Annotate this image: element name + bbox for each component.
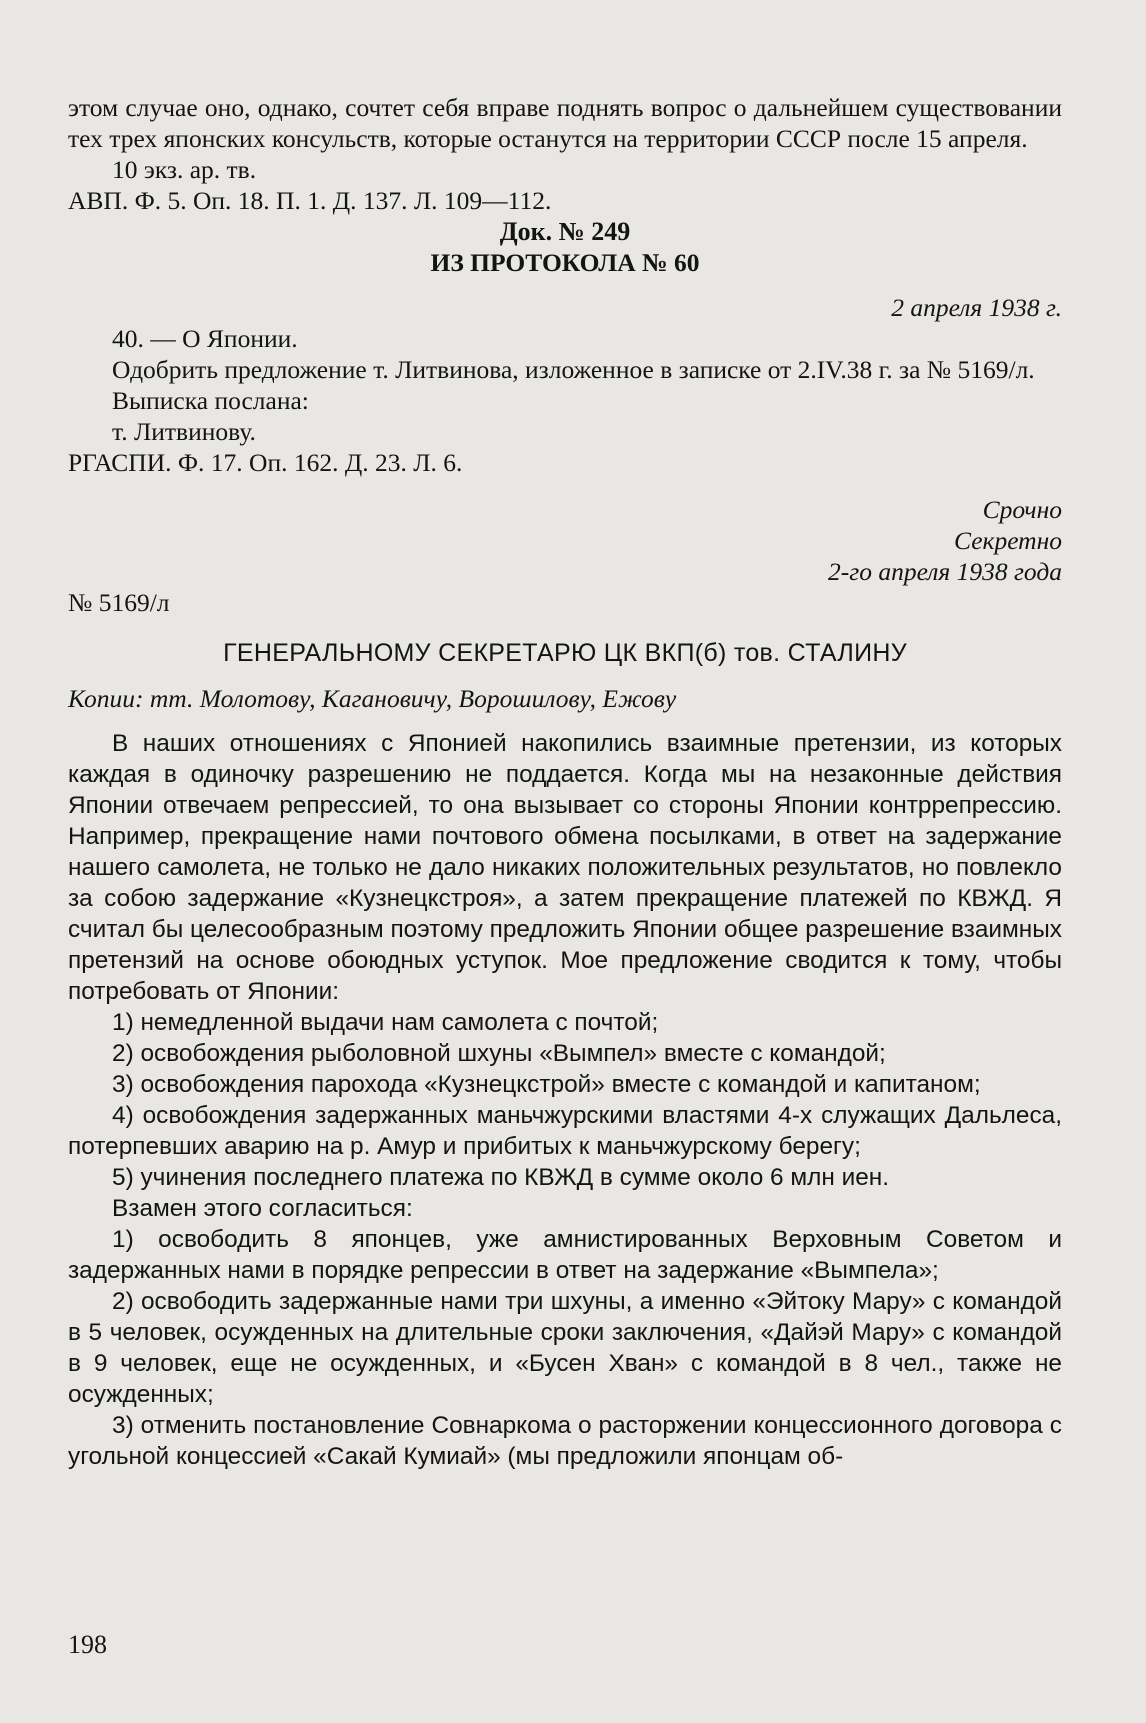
- document-title: ИЗ ПРОТОКОЛА № 60: [430, 248, 700, 277]
- page-number: 198: [68, 1630, 107, 1659]
- stamp-urgent: Срочно: [982, 495, 1062, 524]
- letter-number: № 5169/л: [68, 588, 170, 617]
- document-date: 2 апреля 1938 г.: [891, 293, 1062, 322]
- decision-paragraph: Одобрить предложение т. Литвинова, изложенное в записке от 2.IV.38 г. за № 5169/л.: [112, 355, 1035, 384]
- archive-reference: АВП. Ф. 5. Оп. 18. П. 1. Д. 137. Л. 109—112.: [68, 186, 552, 215]
- copies-recipients: Копии: тт. Молотову, Кагановичу, Ворошилову, Ежову: [68, 684, 677, 713]
- list-item: 3) освобождения парохода «Кузнецкстрой» вместе с командой и капитаном;: [112, 1071, 981, 1098]
- extract-sent: Выписка послана:: [112, 386, 309, 415]
- agenda-item: 40. — О Японии.: [112, 324, 298, 353]
- list-item: 5) учинения последнего платежа по КВЖД в сумме около 6 млн иен.: [112, 1164, 890, 1191]
- continuation-paragraph: этом случае оно, однако, сочтет себя вправе поднять вопрос о дальнейшем существовании тех трех японских консульств, которые останутся на территории СССР после 15 апреля.: [68, 93, 1062, 153]
- list-item: 3) отменить постановление Совнаркома о расторжении концессионного договора с угольной концессией «Сакай Кумиай» (мы предложили японцам об-: [68, 1412, 1062, 1470]
- page-text: [68, 92, 1062, 1472]
- list-item: 4) освобождения задержанных маньчжурскими властями 4-х служащих Дальлеса, потерпевших аварию на р. Амур и прибитых к маньчжурскому берегу;: [68, 1102, 1062, 1160]
- extract-recipient: т. Литвинову.: [112, 417, 256, 446]
- stamp-secret: Секретно: [954, 526, 1062, 555]
- document-number: Док. № 249: [499, 217, 631, 246]
- list-item: 2) освободить задержанные нами три шхуны, а именно «Эйтоку Мару» с командой в 5 человек, осужденных на длительные сроки заключения, «Дайэй Мару» с командой в 9 человек, еще не осужденных, и «Бусен Хван» с командой в 8 чел., также не осужденных;: [68, 1288, 1062, 1408]
- letter-date: 2-го апреля 1938 года: [828, 557, 1062, 586]
- list-item: 1) освободить 8 японцев, уже амнистированных Верховным Советом и задержанных нами в порядке репрессии в ответ на задержание «Вымпела»;: [68, 1226, 1062, 1284]
- archive-reference: РГАСПИ. Ф. 17. Оп. 162. Д. 23. Л. 6.: [68, 448, 463, 477]
- letter-addressee: ГЕНЕРАЛЬНОМУ СЕКРЕТАРЮ ЦК ВКП(б) тов. СТАЛИНУ: [223, 639, 907, 667]
- list-item: 2) освобождения рыболовной шхуны «Вымпел» вместе с командой;: [112, 1040, 886, 1067]
- in-return-heading: Взамен этого согласиться:: [112, 1195, 413, 1222]
- intro-paragraph: В наших отношениях с Японией накопились взаимные претензии, из которых каждая в одиночку разрешению не поддается. Когда мы на незаконные действия Японии отвечаем репрессией, то она вызывает со стороны Японии контррепрессию. Например, прекращение нами почтового обмена посылками, в ответ на задержание нашего самолета, не только не дало никаких положительных результатов, но повлекло за собою задержание «Кузнецкстроя», а затем прекращение платежей по КВЖД. Я считал бы целесообразным поэтому предложить Японии общее разрешение взаимных претензий на основе обоюдных уступок. Мое предложение сводится к тому, чтобы потребовать от Японии:: [68, 730, 1062, 1005]
- list-item: 1) немедленной выдачи нам самолета с почтой;: [112, 1009, 659, 1036]
- copies-note: 10 экз. ар. тв.: [112, 155, 257, 184]
- letter-body: [68, 728, 1062, 1472]
